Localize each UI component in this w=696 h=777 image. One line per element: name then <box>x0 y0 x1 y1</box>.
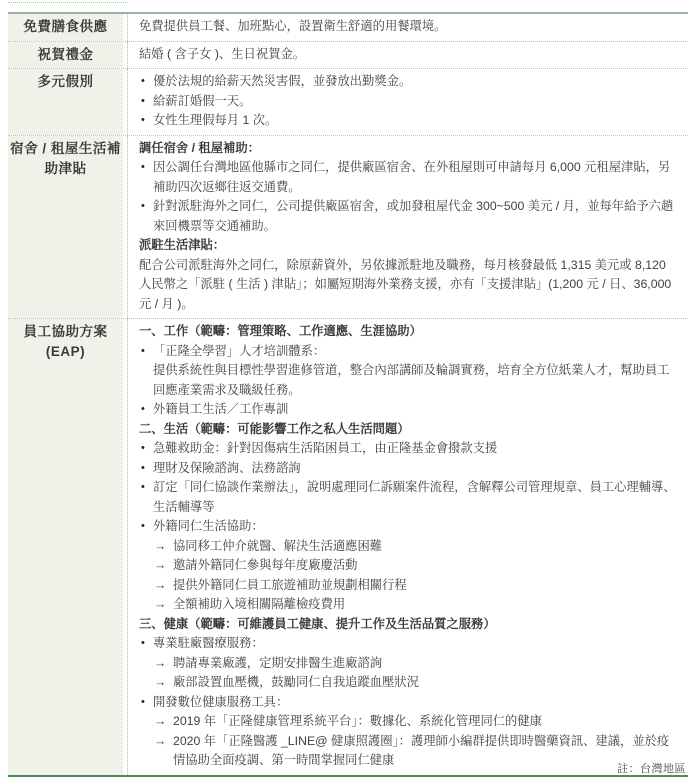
benefit-item <box>139 139 680 159</box>
benefit-item-text: 派駐生活津貼： <box>139 238 226 252</box>
benefit-item-text: 外籍員工生活／工作專訓 <box>153 402 289 416</box>
table-row <box>8 136 688 320</box>
row-header: 員工協助方案 (EAP) <box>8 319 123 775</box>
benefit-item <box>139 537 680 557</box>
bullet-icon: • <box>141 161 145 173</box>
benefit-item-text: 外籍同仁生活協助： <box>153 519 264 533</box>
benefit-item-text: 理財及保險諮詢、法務諮詢 <box>153 460 301 475</box>
table-row <box>8 42 688 70</box>
benefit-item-text: 三、健康（範疇：可維護員工健康、提升工作及生活品質之服務） <box>139 616 496 631</box>
bullet-icon: • <box>141 114 145 126</box>
benefit-item-text: 提供系統性與目標性學習進修管道，整合內部講師及輪調實務，培育全方位紙業人才，幫助員工回應產業需求及職級任務。 <box>153 363 670 397</box>
benefit-item-text: 優於法規的給薪天然災害假，並發放出勤獎金。 <box>153 74 412 88</box>
row-content <box>127 42 688 69</box>
bullet-icon: • <box>141 481 145 493</box>
benefit-item <box>139 72 680 92</box>
row-content <box>127 14 688 41</box>
benefit-item <box>139 92 680 112</box>
benefit-item <box>139 517 680 537</box>
benefit-item-text: 協同移工仲介就醫、解決生活適應困難 <box>173 538 383 553</box>
benefit-item-text: 給薪訂婚假一天。 <box>153 93 252 108</box>
benefit-item-text: 邀請外籍同仁參與每年度廠慶活動 <box>173 558 358 572</box>
benefit-item <box>139 654 680 674</box>
arrow-icon: → <box>154 675 167 689</box>
benefit-item <box>139 595 680 615</box>
row-content <box>127 69 688 135</box>
benefit-item <box>139 236 680 256</box>
bullet-icon: • <box>141 344 145 357</box>
bullet-icon: • <box>141 461 145 474</box>
benefit-item-text: 配合公司派駐海外之同仁，除原薪資外，另依據派駐地及職務，每月核發最低 1,315 美元或 8,120 人民幣之「派駐 ( 生活 ) 津貼」；如屬短期海外業務支援，亦有「支援津貼」(1,200 元 / 日、36,000 元 / 月 )。 <box>139 257 672 311</box>
benefit-item-text: 一、工作（範疇：管理策略、工作適應、生涯協助） <box>139 324 422 338</box>
bullet-icon: • <box>141 695 145 708</box>
benefit-item-text: 「正隆全學習」人才培訓體系： <box>153 343 326 358</box>
bullet-icon: • <box>141 637 145 649</box>
benefit-item <box>139 256 680 315</box>
arrow-icon: → <box>154 655 167 670</box>
benefit-item <box>139 420 680 440</box>
benefit-item <box>139 459 680 479</box>
benefit-item-text: 調任宿舍 / 租屋補助： <box>139 140 260 155</box>
benefit-item <box>139 322 680 342</box>
benefit-item-text: 提供外籍同仁員工旅遊補助並規劃相關行程 <box>173 577 407 592</box>
arrow-icon: → <box>154 597 167 611</box>
row-header: 祝賀禮金 <box>8 42 123 69</box>
benefit-item-text: 二、生活（範疇：可能影響工作之私人生活問題） <box>139 421 410 436</box>
bullet-icon: • <box>141 403 145 415</box>
benefit-item-text: 廠部設置血壓機，鼓勵同仁自我追蹤血壓狀況 <box>173 675 419 689</box>
arrow-icon: → <box>154 733 167 748</box>
benefit-item <box>139 158 680 197</box>
benefit-item <box>139 615 680 635</box>
bullet-icon: • <box>141 520 145 532</box>
benefit-item-text: 因公調任台灣地區他縣市之同仁，提供廠區宿舍、在外租屋則可申請每月 6,000 元租屋津貼，另補助四次返鄉往返交通費。 <box>153 160 671 194</box>
arrow-icon: → <box>154 577 167 592</box>
benefit-item-text: 全額補助入境相關隔離檢疫費用 <box>173 597 346 611</box>
benefit-item <box>139 556 680 576</box>
benefit-item-text: 訂定「同仁協談作業辦法」，說明處理同仁訴願案件流程，含解釋公司管理規章、員工心理輔導、生活輔導等 <box>153 480 676 514</box>
benefit-item-text: 女性生理假每月 1 次。 <box>153 113 278 127</box>
benefit-item-text: 免費提供員工餐、加班點心，設置衛生舒適的用餐環境。 <box>139 19 447 33</box>
benefit-item <box>139 693 680 713</box>
benefit-item <box>139 439 680 459</box>
bullet-icon: • <box>141 200 145 212</box>
bullet-icon: • <box>141 442 145 454</box>
benefit-item <box>139 342 680 362</box>
benefit-item <box>139 673 680 693</box>
table-row <box>8 14 688 42</box>
bullet-icon: • <box>141 75 145 87</box>
arrow-icon: → <box>154 714 167 728</box>
bullet-icon: • <box>141 94 145 107</box>
benefit-item <box>139 478 680 517</box>
benefit-item-text: 結婚 ( 含子女 )、生日祝賀金。 <box>139 46 306 61</box>
table-row <box>8 319 688 775</box>
benefit-item-text: 聘請專業廠護，定期安排醫生進廠諮詢 <box>173 655 383 670</box>
footnote: 註：台灣地區 <box>617 763 686 775</box>
benefit-item <box>139 712 680 732</box>
row-header: 免費膳食供應 <box>8 14 123 41</box>
benefit-item <box>139 197 680 236</box>
benefit-item-text: 開發數位健康服務工具： <box>153 694 289 709</box>
benefit-item-text: 針對派駐海外之同仁，公司提供廠區宿舍，或加發租屋代金 300~500 美元 / 月，並每年給予六趟來回機票等交通補助。 <box>153 199 674 233</box>
benefit-item-text: 專業駐廠醫療服務： <box>153 636 264 650</box>
benefit-item <box>139 634 680 654</box>
benefit-item <box>139 576 680 596</box>
arrow-icon: → <box>154 558 167 572</box>
arrow-icon: → <box>154 538 167 553</box>
benefits-table <box>8 12 688 777</box>
row-content <box>127 319 688 775</box>
row-header: 多元假別 <box>8 69 123 135</box>
benefit-item <box>139 732 680 771</box>
benefit-item <box>139 400 680 420</box>
benefit-item <box>139 111 680 131</box>
benefit-item-text: 2019 年「正隆健康管理系統平台」：數據化、系統化管理同仁的健康 <box>173 714 542 728</box>
benefit-item-text: 2020 年「正隆醫護 _LINE@ 健康照護圈」：護理師小編群提供即時醫藥資訊、建議，並於疫情協助全面疫調、第一時間掌握同仁健康 <box>173 733 670 767</box>
row-header: 宿舍 / 租屋生活補助津貼 <box>8 136 123 319</box>
benefit-item-text: 急難救助金：針對因傷病生活陷困員工，由正隆基金會撥款支援 <box>153 441 498 455</box>
benefit-item <box>139 17 680 37</box>
benefit-item <box>139 361 680 400</box>
table-row <box>8 69 688 136</box>
row-content <box>127 136 688 319</box>
top-dotted-divider <box>8 2 128 3</box>
benefit-item <box>139 45 680 65</box>
